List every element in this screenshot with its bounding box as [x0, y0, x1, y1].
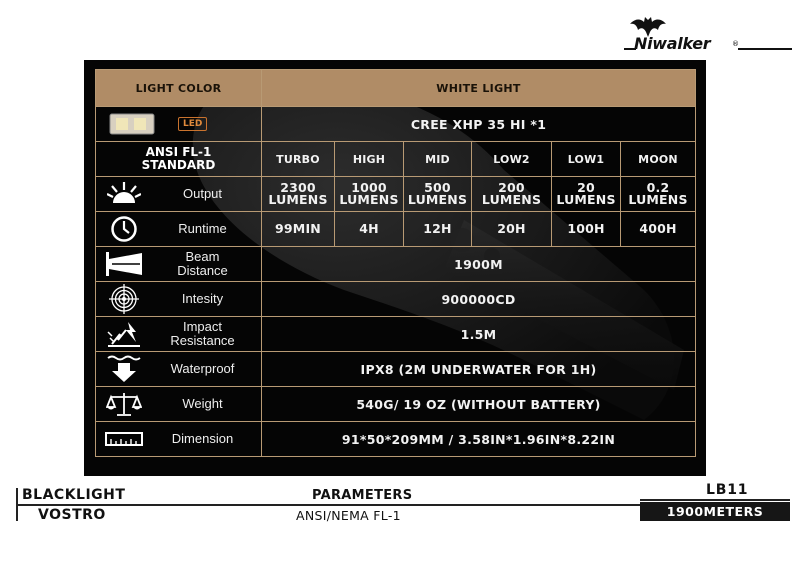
clock-icon	[104, 215, 144, 243]
subseries-name: VOSTRO	[38, 507, 106, 523]
impact-label-cell	[96, 317, 262, 352]
runtime-label: Runtime	[178, 221, 227, 236]
weight-value: 540G/ 19 OZ (WITHOUT BATTERY)	[262, 387, 696, 422]
sun-burst-icon	[104, 180, 144, 208]
scale-icon	[104, 390, 144, 418]
mode-moon: MOON	[621, 142, 696, 177]
spec-table	[95, 69, 696, 457]
table-row-beam	[96, 247, 696, 282]
impact-icon	[104, 320, 144, 348]
led-chip-icon	[104, 110, 164, 138]
weight-label: Weight	[182, 396, 223, 411]
brand-name: Niwalker	[634, 34, 711, 53]
runtime-label-cell	[96, 212, 262, 247]
output-high: 1000 LUMENS	[335, 177, 404, 212]
standard-label-line1: ANSI FL-1	[145, 145, 212, 159]
table-row-output	[96, 177, 696, 212]
header-white-light: WHITE LIGHT	[262, 70, 696, 107]
model-number: LB11	[706, 482, 749, 498]
weight-label-cell	[96, 387, 262, 422]
runtime-mid: 12H	[404, 212, 472, 247]
range-badge: 1900METERS	[640, 502, 790, 521]
waterproof-value: IPX8 (2M UNDERWATER FOR 1H)	[262, 352, 696, 387]
beam-label: Beam Distance	[177, 249, 228, 278]
beam-label-cell	[96, 247, 262, 282]
mode-low1: LOW1	[552, 142, 621, 177]
water-drop-icon	[104, 355, 144, 383]
runtime-low1: 100H	[552, 212, 621, 247]
waterproof-label-cell	[96, 352, 262, 387]
led-label-cell	[96, 107, 262, 142]
series-name: BLACKLIGHT	[22, 487, 126, 503]
mode-turbo: TURBO	[262, 142, 335, 177]
table-row-standard	[96, 142, 696, 177]
table-row-intensity	[96, 282, 696, 317]
mode-mid: MID	[404, 142, 472, 177]
dimension-label-cell	[96, 422, 262, 457]
output-low1: 20 LUMENS	[552, 177, 621, 212]
impact-label: Impact Resistance	[170, 319, 235, 348]
table-row-led	[96, 107, 696, 142]
target-icon	[104, 285, 144, 313]
section-title: PARAMETERS	[312, 488, 413, 503]
header-light-color: LIGHT COLOR	[96, 70, 262, 107]
brand-registered-mark: ®	[732, 40, 739, 48]
output-label-cell	[96, 177, 262, 212]
output-label: Output	[182, 186, 223, 201]
ruler-icon	[104, 425, 144, 453]
runtime-moon: 400H	[621, 212, 696, 247]
runtime-low2: 20H	[472, 212, 552, 247]
output-mid: 500 LUMENS	[404, 177, 472, 212]
impact-value: 1.5M	[262, 317, 696, 352]
runtime-turbo: 99MIN	[262, 212, 335, 247]
intensity-label-cell	[96, 282, 262, 317]
table-row-impact	[96, 317, 696, 352]
footer-bar	[0, 478, 800, 528]
mode-high: HIGH	[335, 142, 404, 177]
table-row-weight	[96, 387, 696, 422]
runtime-high: 4H	[335, 212, 404, 247]
beam-value: 1900M	[262, 247, 696, 282]
standard-label: ANSI/NEMA FL-1	[296, 508, 401, 523]
intensity-value: 900000CD	[262, 282, 696, 317]
table-row-dimension	[96, 422, 696, 457]
table-header-row	[96, 70, 696, 107]
standard-label-cell	[96, 142, 262, 177]
intensity-label: Intesity	[181, 291, 224, 306]
mode-low2: LOW2	[472, 142, 552, 177]
table-row-runtime	[96, 212, 696, 247]
led-badge: LED	[178, 117, 207, 131]
standard-label-line2: STANDARD	[141, 158, 216, 172]
spec-card	[84, 60, 706, 476]
dimension-value: 91*50*209MM / 3.58IN*1.96IN*8.22IN	[262, 422, 696, 457]
led-value: CREE XHP 35 HI *1	[262, 107, 696, 142]
brand-logo	[618, 14, 793, 54]
output-low2: 200 LUMENS	[472, 177, 552, 212]
waterproof-label: Waterproof	[170, 361, 235, 376]
output-turbo: 2300 LUMENS	[262, 177, 335, 212]
table-row-waterproof	[96, 352, 696, 387]
output-moon: 0.2 LUMENS	[621, 177, 696, 212]
beam-icon	[104, 250, 144, 278]
dimension-label: Dimension	[171, 431, 234, 446]
